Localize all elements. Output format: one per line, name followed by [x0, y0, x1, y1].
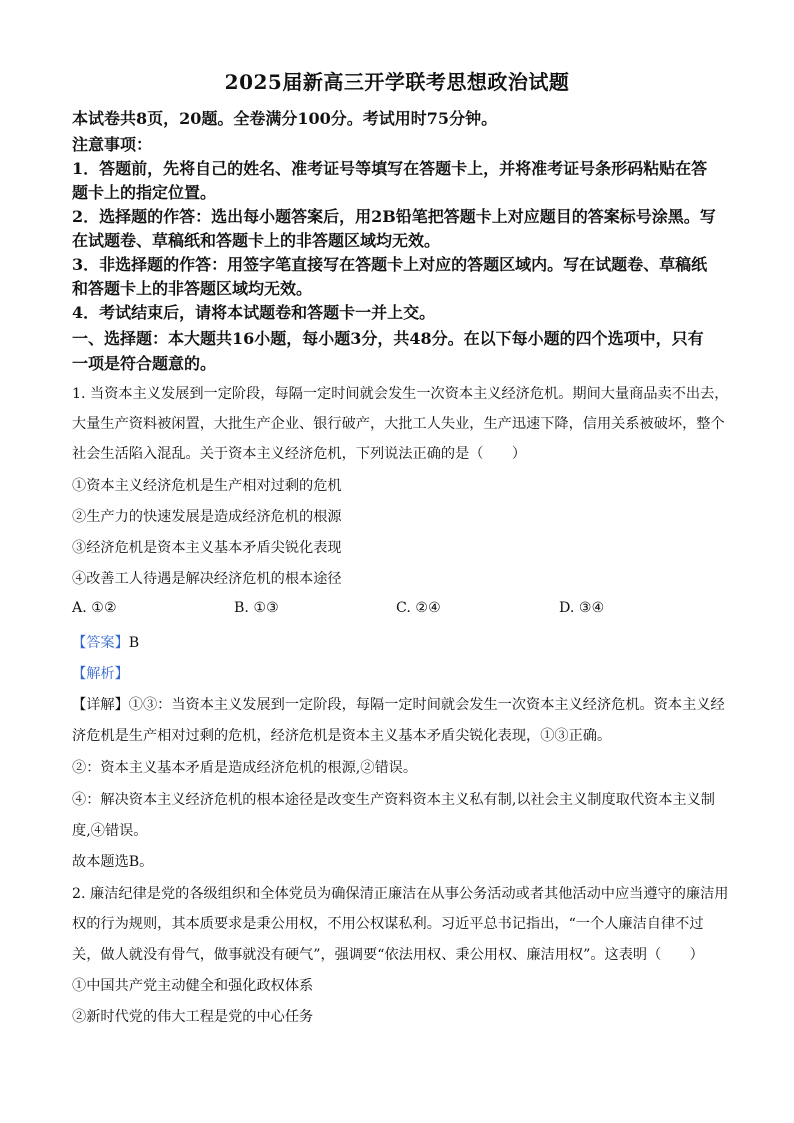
q1-answer [72, 632, 139, 652]
q2-stem-line: 关，做人就没有骨气，做事就没有硬气”，强调要“依法用权、秉公用权、廉洁用权”。这表明（ ） [72, 947, 704, 963]
q1-option-d: D. ③④ [559, 600, 605, 616]
q1-option-c: C. ②④ [396, 600, 441, 616]
notice-heading: 注意事项： [72, 135, 153, 154]
q1-stem-line: 1. 当资本主义发展到一定阶段，每隔一定时间就会发生一次资本主义经济危机。期间大量商品卖不出去， [72, 386, 729, 402]
q1-detail-line: ②：资本主义基本矛盾是造成经济危机的根源,②错误。 [72, 760, 418, 776]
q1-statement: ②生产力的快速发展是造成经济危机的根源 [72, 509, 342, 525]
notice-line: 4．考试结束后，请将本试题卷和答题卡一并上交。 [72, 303, 436, 322]
q1-option-b: B. ①③ [234, 600, 279, 616]
q1-options [72, 600, 722, 620]
q1-statement: ①资本主义经济危机是生产相对过剩的危机 [72, 478, 342, 494]
q2-statement: ①中国共产党主动健全和强化政权体系 [72, 978, 314, 994]
q1-detail-line: 【详解】①③：当资本主义发展到一定阶段，每隔一定时间就会发生一次资本主义经济危机。资本主义经 [72, 697, 725, 713]
notice-line: 和答题卡上的非答题区域均无效。 [72, 279, 313, 298]
notice-line: 题卡上的指定位置。 [72, 183, 217, 202]
q1-stem-line: 社会生活陷入混乱。关于资本主义经济危机，下列说法正确的是（ ） [72, 446, 527, 462]
notice-line: 1．答题前，先将自己的姓名、准考证号等填写在答题卡上，并将准考证号条形码粘贴在答 [72, 159, 708, 178]
notice-line: 2．选择题的作答：选出每小题答案后，用2B铅笔把答题卡上对应题目的答案标号涂黑。写 [72, 207, 716, 226]
q1-detail-line: 度,④错误。 [72, 823, 148, 839]
q1-detail-line: 济危机是生产相对过剩的危机，经济危机是资本主义基本矛盾尖锐化表现，①③正确。 [72, 728, 612, 744]
exam-title: 2025届新高三开学联考思想政治试题 [224, 70, 570, 94]
answer-tag: 【答案】 [72, 635, 129, 651]
section-heading: 一项是符合题意的。 [72, 354, 217, 373]
notice-line: 在试题卷、草稿纸和答题卡上的非答题区域均无效。 [72, 231, 441, 250]
section-heading: 一、选择题：本大题共16小题，每小题3分，共48分。在以下每小题的四个选项中，只有 [72, 329, 704, 348]
answer-value: B [128, 635, 140, 651]
q2-statement: ②新时代党的伟大工程是党的中心任务 [72, 1009, 314, 1025]
q1-statement: ③经济危机是资本主义基本矛盾尖锐化表现 [72, 540, 342, 556]
q1-analysis-tag: 【解析】 [72, 666, 129, 682]
q1-detail-line: 故本题选B。 [72, 854, 154, 870]
q2-stem-line: 2. 廉洁纪律是党的各级组织和全体党员为确保清正廉洁在从事公务活动或者其他活动中应当遵守的廉洁用 [72, 886, 729, 902]
notice-line: 3．非选择题的作答：用签字笔直接写在答题卡上对应的答题区域内。写在试题卷、草稿纸 [72, 255, 708, 274]
q1-stem-line: 大量生产资料被闲置，大批生产企业、银行破产，大批工人失业，生产迅速下降，信用关系被破坏，整个 [72, 416, 725, 432]
q2-stem-line: 权的行为规则，其本质要求是秉公用权，不用公权谋私利。习近平总书记指出，“一个人廉洁自律不过 [72, 916, 704, 932]
exam-summary: 本试卷共8页，20题。全卷满分100分。考试用时75分钟。 [72, 109, 498, 128]
q1-detail-line: ④：解决资本主义经济危机的根本途径是改变生产资料资本主义私有制,以社会主义制度取代资本主义制 [72, 792, 715, 808]
q1-statement: ④改善工人待遇是解决经济危机的根本途径 [72, 571, 342, 587]
q1-option-a: A. ①② [72, 600, 117, 616]
